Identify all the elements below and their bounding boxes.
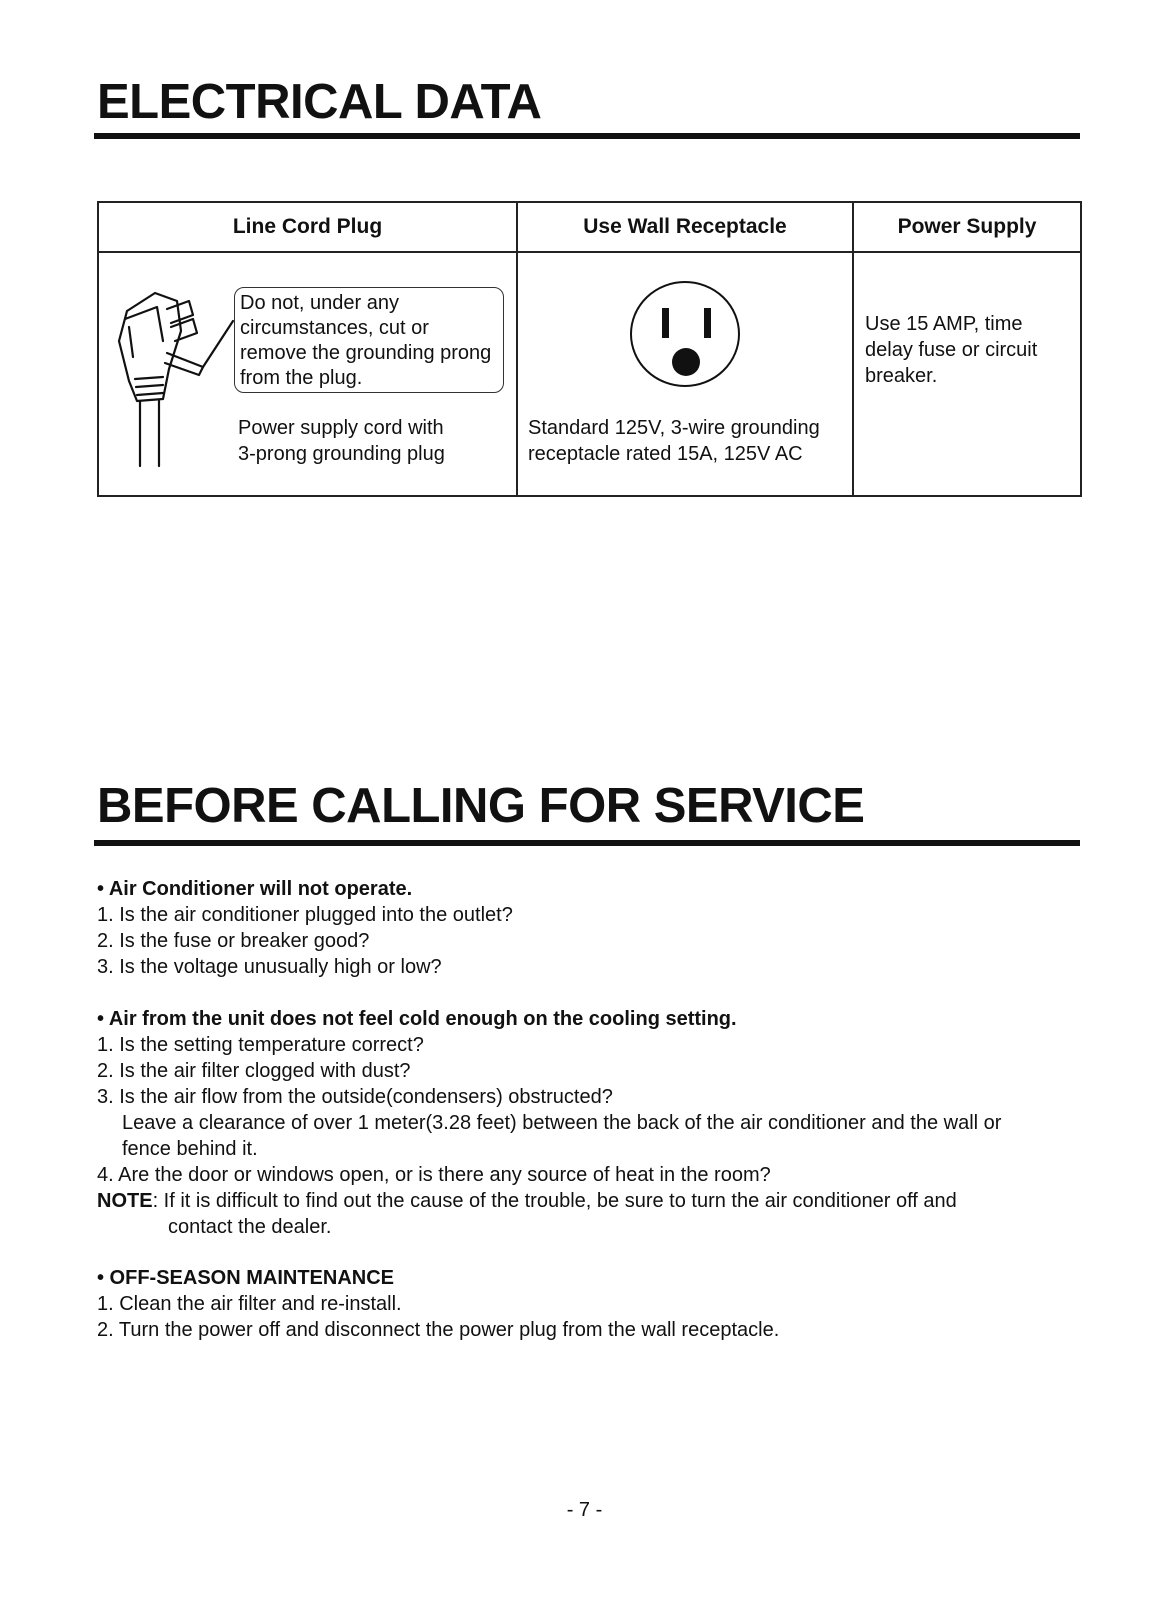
section-heading: • OFF-SEASON MAINTENANCE xyxy=(97,1267,395,1289)
warning-callout-text: Do not, under any circumstances, cut or remove the grounding prong from the plug. xyxy=(240,292,492,389)
power-supply-text: Use 15 AMP, time delay fuse or circuit breaker. xyxy=(865,313,1038,387)
plug-caption: Power supply cord with 3-prong grounding plug xyxy=(238,417,445,465)
list-item: 3. Is the air flow from the outside(condensers) obstructed? xyxy=(97,1086,613,1108)
receptacle-caption: Standard 125V, 3-wire grounding receptacle rated 15A, 125V AC xyxy=(528,417,820,465)
note-text-continued: contact the dealer. xyxy=(168,1216,332,1238)
section-heading: • Air Conditioner will not operate. xyxy=(97,878,413,900)
service-section-off-season xyxy=(97,1265,1087,1343)
list-item: 3. Is the voltage unusually high or low? xyxy=(97,956,442,978)
cell-power-supply xyxy=(853,252,1081,496)
note xyxy=(97,1188,1087,1214)
note-label: NOTE xyxy=(97,1190,153,1212)
title-rule xyxy=(94,840,1080,846)
title-rule xyxy=(94,133,1080,139)
list-item: 4. Are the door or windows open, or is there any source of heat in the room? xyxy=(97,1164,771,1186)
header-power-supply: Power Supply xyxy=(853,202,1081,252)
list-item: 2. Is the fuse or breaker good? xyxy=(97,930,370,952)
list-item-detail: Leave a clearance of over 1 meter(3.28 feet) between the back of the air conditioner and the wall or xyxy=(122,1112,1002,1134)
list-item: 2. Is the air filter clogged with dust? xyxy=(97,1060,411,1082)
section-heading: • Air from the unit does not feel cold enough on the cooling setting. xyxy=(97,1008,737,1030)
note-text: : If it is difficult to find out the cause of the trouble, be sure to turn the air conditioner off and xyxy=(152,1190,957,1212)
service-section-not-operate xyxy=(97,876,1087,980)
electrical-data-table xyxy=(97,201,1082,497)
service-section-not-cold xyxy=(97,1006,1087,1240)
page-number: - 7 - xyxy=(566,1499,603,1521)
section-title-electrical: ELECTRICAL DATA xyxy=(97,75,542,129)
list-item: 1. Clean the air filter and re-install. xyxy=(97,1293,402,1315)
cell-line-cord-plug xyxy=(98,252,517,496)
table-header-row xyxy=(98,202,1081,252)
section-title-service: BEFORE CALLING FOR SERVICE xyxy=(97,779,865,833)
grounding-plug-icon xyxy=(107,271,252,471)
wall-receptacle-icon xyxy=(629,280,743,390)
header-line-cord-plug: Line Cord Plug xyxy=(98,202,517,252)
cell-wall-receptacle xyxy=(517,252,853,496)
list-item: 1. Is the air conditioner plugged into the outlet? xyxy=(97,904,513,926)
header-use-wall-receptacle: Use Wall Receptacle xyxy=(517,202,853,252)
list-item: 2. Turn the power off and disconnect the power plug from the wall receptacle. xyxy=(97,1319,780,1341)
list-item: 1. Is the setting temperature correct? xyxy=(97,1034,424,1056)
table-row xyxy=(98,252,1081,496)
list-item-detail: fence behind it. xyxy=(122,1138,258,1160)
